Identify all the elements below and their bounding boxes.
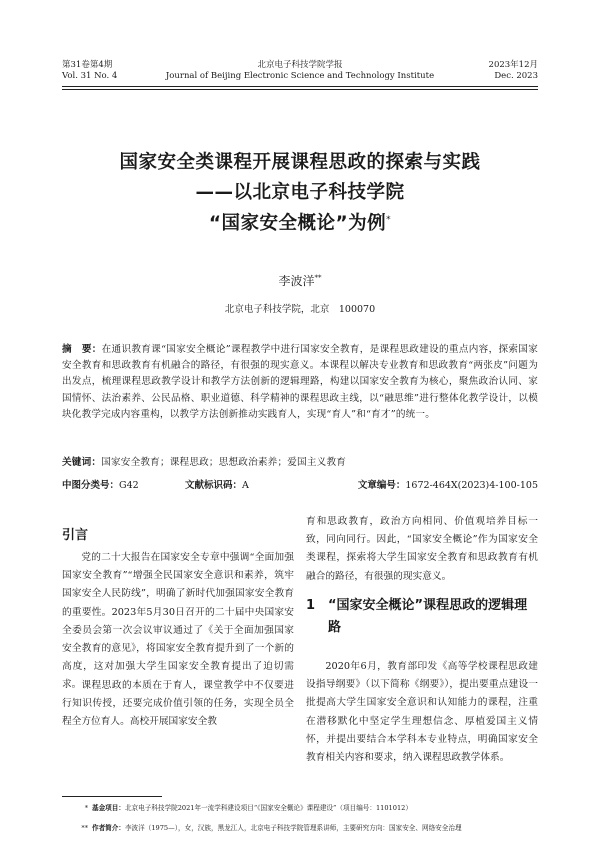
header-date: [489, 60, 538, 82]
intro-paragraph-1: 党的二十大报告在国家安全专章中强调“全面加强国家安全教育”“增强全民国家安全意识和素养，筑牢国家安全人民防线”，明确了新时代加强国家安全教育的重要性。2023年5月30日召开的二十届中央国家安全委员会第一次会议审议通过了《关于全面加强国家安全教育的意见》，将国家安全教育提升到了一个新的高度，这对加强大学生国家安全教育提出了迫切需求。: [62, 552, 294, 691]
title-footnote-mark: *: [386, 215, 392, 225]
title-line-2: ——以北京电子科技学院: [195, 182, 405, 203]
footnote-rule: [62, 796, 162, 797]
clc-label: 中图分类号：: [62, 480, 120, 491]
author-footnote-mark: **: [314, 274, 322, 282]
abstract-text: 在通识教育课“国家安全概论”课程教学中进行国家安全教育，是课程思政建设的重点内容，探索国家安全教育和思政教育有机融合的路径，有很强的现实意义。本课程以解决专业教育和思政教育“两张皮”问题为出发点，梳理课程思政教学设计和教学方法创新的逻辑理路，构建以国家安全教育为核心，聚焦政治认同、家国情怀、法治素养、公民品格、职业道德、科学精神的课程思政主线，以“融思维”进行整体化教学设计，以模块化教学完成内容重构，以教学方法创新推动实践育人，实现“育人”和“育才”的统一。: [62, 344, 538, 420]
abstract-label: 摘 要：: [62, 344, 102, 355]
title-line-3-text: “国家安全概论”为例: [208, 213, 387, 234]
clc-value: G42: [119, 480, 139, 491]
footnote-author: [62, 823, 538, 833]
header-rule-top: [62, 86, 538, 87]
section-1-number: 1: [306, 598, 316, 613]
intro-heading: 引言: [62, 528, 89, 543]
abstract: [62, 342, 538, 423]
section-1-title: “国家安全概论”课程思政的逻辑理路: [328, 598, 528, 635]
clc-number: [62, 477, 139, 491]
header-volume-cn: 第31卷第4期: [62, 60, 113, 70]
document-code-value: A: [242, 480, 249, 491]
intro-paragraph-continued: 育和思政教育，政治方向相同、价值观培养目标一致，同向同行。因此，“国家安全概论”作为国家安全类课程，探索将大学生国家安全教育和思政教育有机融合的路径，有很强的现实意义。: [306, 516, 538, 582]
article-number: [358, 477, 538, 491]
article-number-label: 文章编号：: [357, 480, 406, 491]
header-date-en: Dec. 2023: [494, 71, 538, 81]
title-line-3: [0, 209, 600, 235]
footnote-author-mark: **: [81, 824, 88, 832]
section-1-paragraph: 2020年6月，教育部印发《高等学校课程思政建设指导纲要》（以下简称《纲要》），提出要重点建设一批提高大学生国家安全意识和认知能力的课程，注重在潜移默化中坚定学生理想信念、厚植爱国主义情怀，并提出要结合本学科本专业特点，明确国家安全教育相关内容和要求，纳入课程思政教学体系。: [306, 661, 538, 764]
title-line-1: 国家安全类课程开展课程思政的探索与实践: [119, 152, 481, 173]
footnote-fund-mark: *: [84, 804, 88, 812]
author-name: 李波洋: [278, 274, 315, 288]
footnote-author-label: 作者简介：: [92, 824, 125, 832]
keywords: [62, 455, 538, 471]
header-journal-cn: 北京电子科技学院学报: [257, 60, 343, 70]
keywords-text: 国家安全教育；课程思政；思想政治素养；爱国主义教育: [101, 457, 347, 468]
intro-paragraph-2: 课程思政的本质在于育人，课堂教学中不仅要进行知识传授，还要完成价值引领的任务，实现全员全程全方位育人。高校开展国家安全教: [62, 680, 294, 728]
header-rule-bottom: [62, 89, 538, 90]
footnote-fund: [62, 803, 538, 813]
footnote-fund-label: 基金项目：: [92, 804, 125, 812]
footnote-author-text: 李波洋（1975—），女，汉族，黑龙江人，北京电子科技学院管理系讲师，主要研究方向：国家安全、网络安全治理: [124, 824, 462, 832]
document-code-label: 文献标识码：: [185, 480, 243, 491]
header-journal-en: Journal of Beijing Electronic Science and Technology Institute: [165, 71, 435, 81]
header-date-cn: 2023年12月: [488, 60, 538, 70]
section-1-heading: [306, 595, 538, 639]
keywords-label: 关键词：: [62, 457, 102, 468]
article-number-value: 1672-464X(2023)4-100-105: [405, 480, 538, 491]
footnote-fund-text: 北京电子科技学院2021年一流学科建设项目“《国家安全概论》课程建设”（项目编号：1101012）: [124, 804, 412, 812]
author: [0, 272, 600, 289]
header-volume-en: Vol. 31 No. 4: [62, 71, 118, 81]
affiliation: 北京电子科技学院，北京 100070: [224, 304, 376, 315]
document-code: [185, 477, 249, 491]
